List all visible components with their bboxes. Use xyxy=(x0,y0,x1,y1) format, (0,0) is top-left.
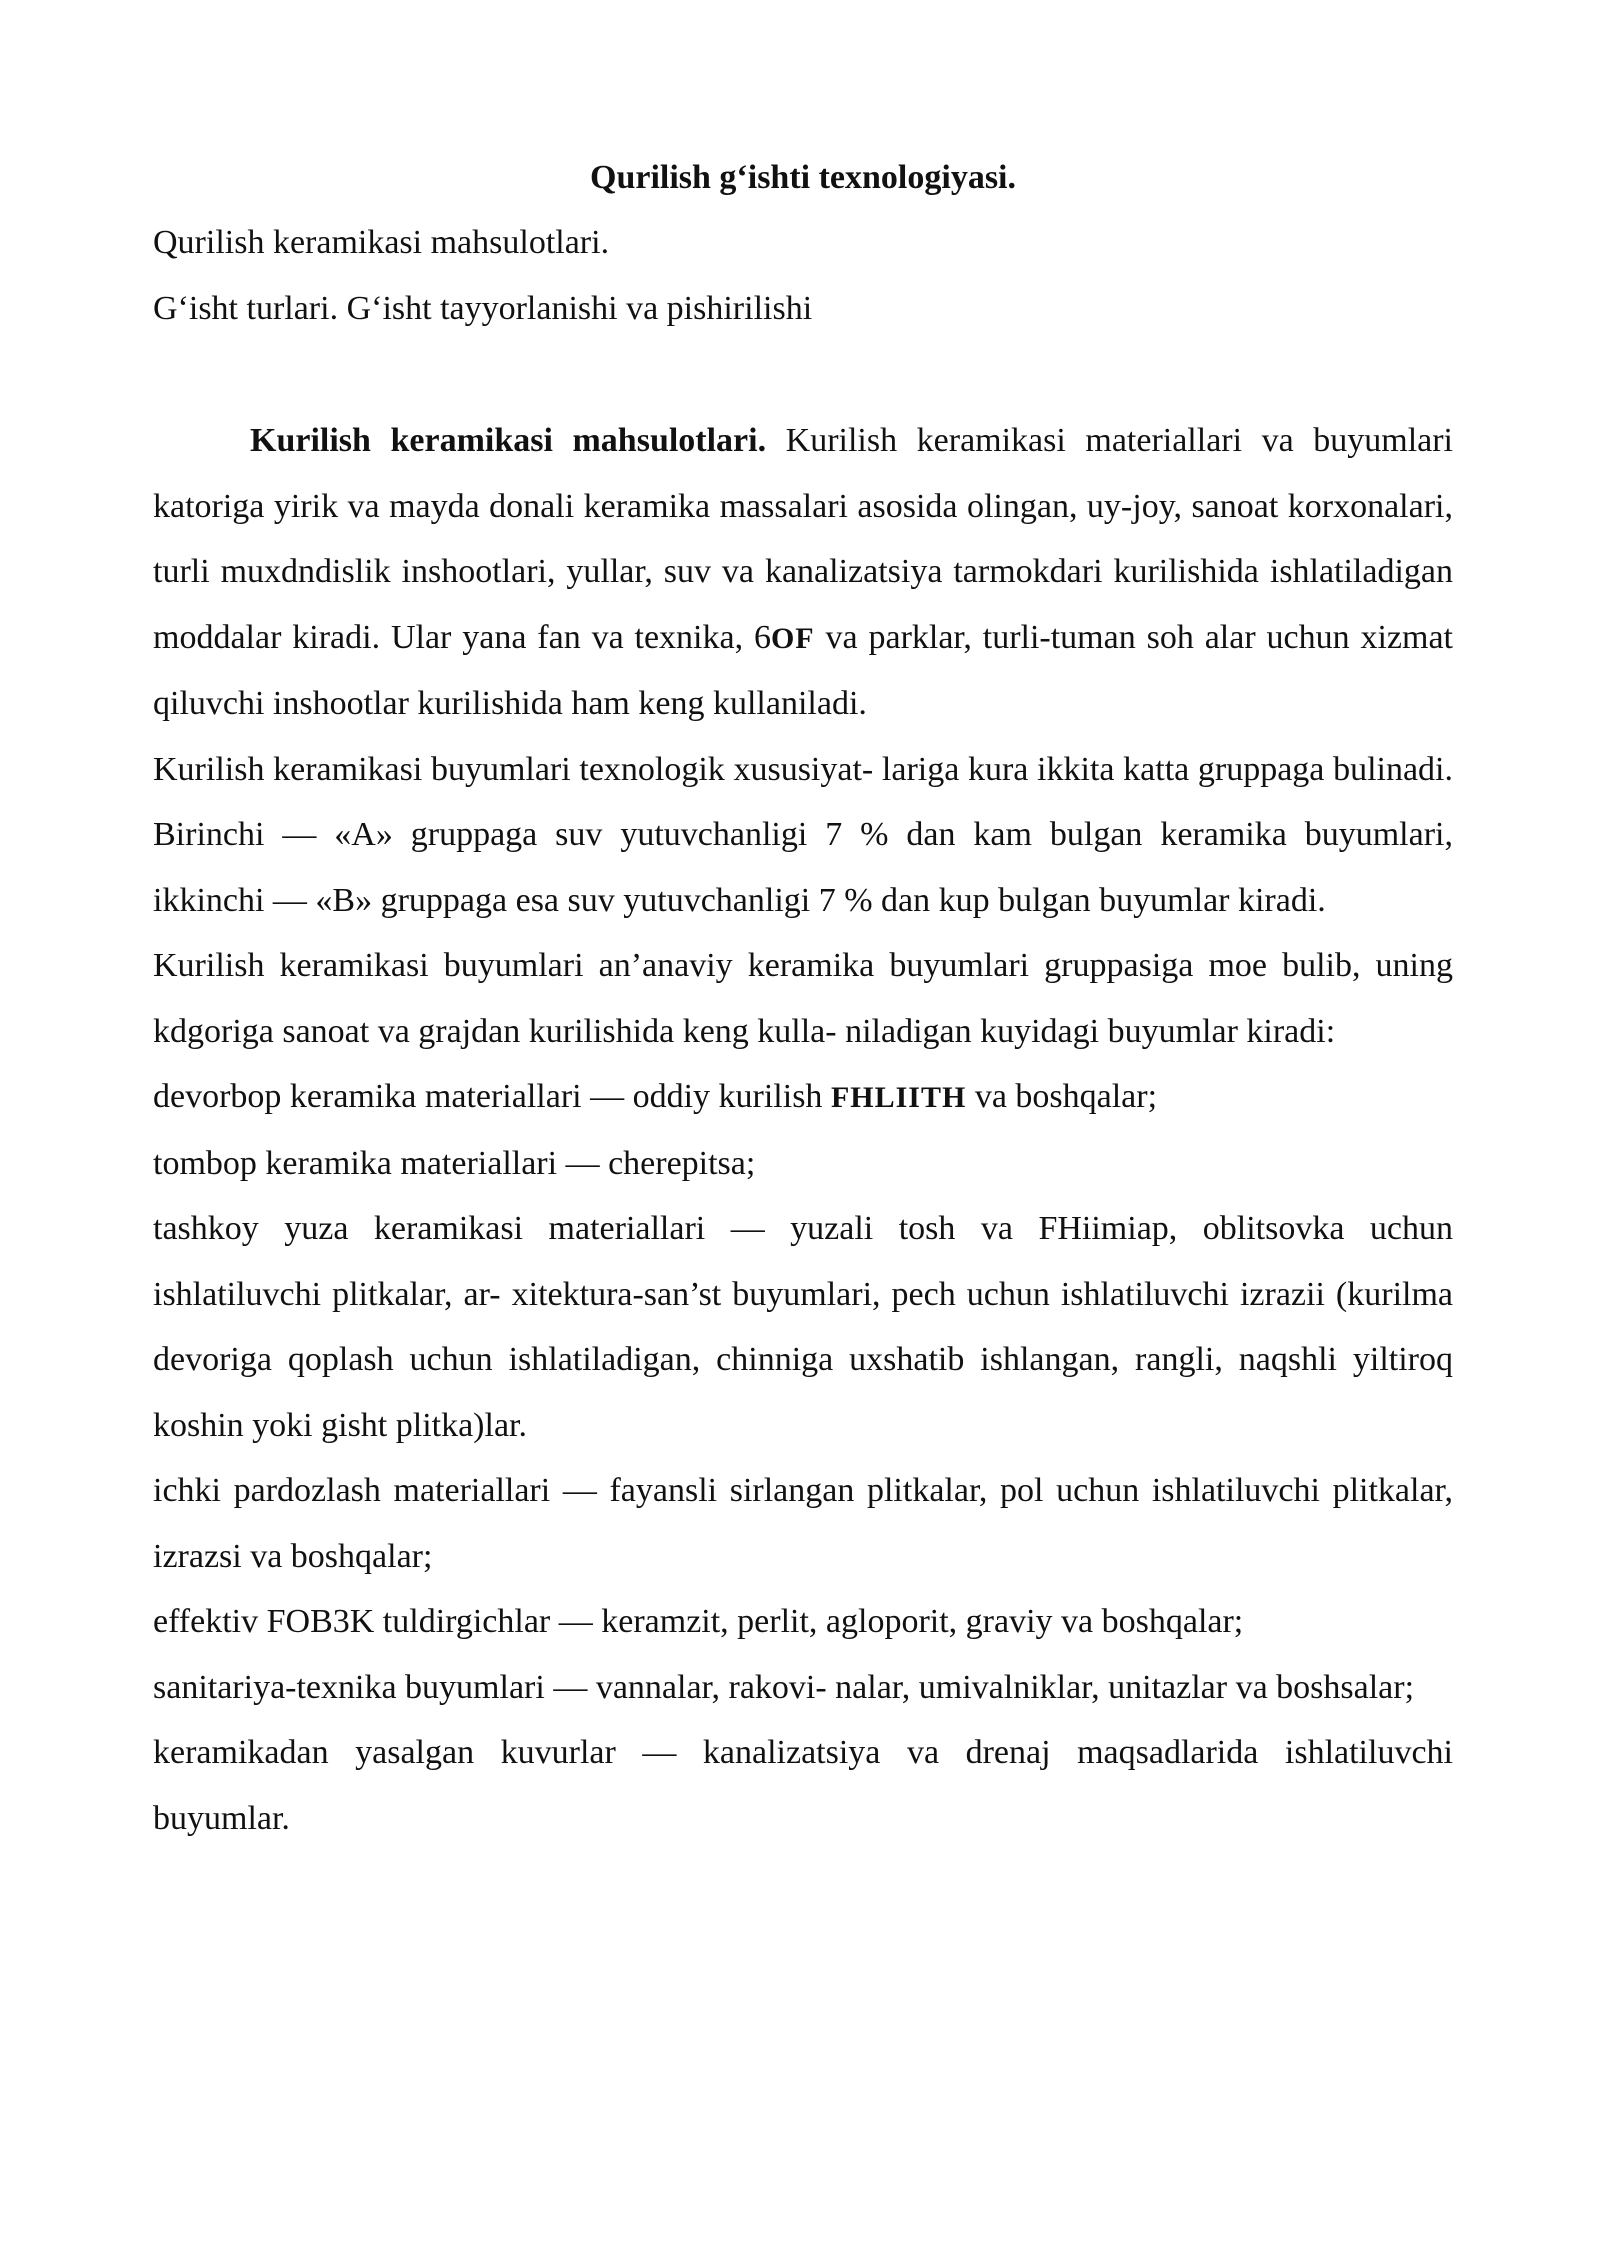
list-item-facade-materials: tashkoy yuza keramikasi materiallari — yuzali tosh va FHiimiap, oblitsovka uchun ishlatiluvchi plitkalar, ar- xitektura-san’st buyumlari, pech uchun ishlatiluvchi izrazii (kurilma devoriga qoplash uchun ishlatiladigan, chinniga uxshatib ishlangan, rangli, naqshli yiltiroq koshin yoki gisht plitka)lar. xyxy=(153,1210,1453,1444)
list-item-sanitary-ware: sanitariya-texnika buyumlari — vannalar, rakovi- nalar, umivalniklar, unitazlar va boshsalar; xyxy=(153,1668,1415,1706)
subtitle-line-2: G‘isht turlari. G‘isht tayyorlanishi va pishirilishi xyxy=(153,290,813,327)
paragraph-intro-caps: OF xyxy=(770,621,815,655)
document-body xyxy=(153,408,1453,1851)
list-item-ceramic-pipes: keramikadan yasalgan kuvurlar — kanalizatsiya va drenaj maqsadlarida ishlatiluvchi buyumlar. xyxy=(153,1734,1453,1837)
list-item-wall-materials-text: devorbop keramika materiallari — oddiy kurilish xyxy=(153,1078,831,1115)
list-item-wall-materials-tail: va boshqalar; xyxy=(966,1078,1158,1115)
paragraph-groups: Kurilish keramikasi buyumlari texnologik xususiyat- lariga kura ikkita katta gruppaga bulinadi. Birinchi — «A» gruppaga suv yutuvchanligi 7 % dan kam bulgan keramika buyumlari, ikkinchi — «B» gruppaga esa suv yutuvchanligi 7 % dan kup bulgan buyumlar kiradi. xyxy=(153,750,1453,919)
document-title: Qurilish g‘ishti texnologiyasi. xyxy=(590,159,1016,196)
list-item-wall-materials-caps: FHLIITH xyxy=(830,1081,967,1114)
list-item-interior-materials: ichki pardozlash materiallari — fayansli sirlangan plitkalar, pol uchun ishlatiluvchi plitkalar, izrazsi va boshqalar; xyxy=(153,1472,1453,1575)
subtitle-line-1: Qurilish keramikasi mahsulotlari. xyxy=(153,224,610,261)
paragraph-intro xyxy=(153,408,1453,737)
list-item-fillers: effektiv FOB3K tuldirgichlar — keramzit, perlit, agloporit, graviy va boshqalar; xyxy=(153,1603,1244,1640)
paragraph-intro-tail: va parklar, turli-tuman soh alar uchun xizmat qiluvchi inshootlar kurilishida ham keng kullaniladi. xyxy=(153,618,1453,722)
paragraph-intro-heading: Kurilish keramikasi mahsulotlari. xyxy=(250,422,767,459)
paragraph-intro-text: Kurilish keramikasi materiallari va buyumlari katoriga yirik va mayda donali keramika massalari asosida olingan, uy-joy, sanoat korxonalari, turli muxdndislik inshootlari, yullar, suv va kanalizatsiya tarmokdari kurilishida ishlatiladigan moddalar kiradi. Ular yana fan va texnika, 6 xyxy=(153,422,1454,656)
list-item-wall-materials xyxy=(153,1064,1453,1131)
paragraph-traditional: Kurilish keramikasi buyumlari an’anaviy keramika buyumlari gruppasiga moe bulib, uning kdgoriga sanoat va grajdan kurilishida keng kulla- niladigan kuyidagi buyumlar kiradi: xyxy=(153,947,1453,1050)
list-item-roof-materials: tombop keramika materiallari — cherepitsa; xyxy=(153,1144,756,1182)
